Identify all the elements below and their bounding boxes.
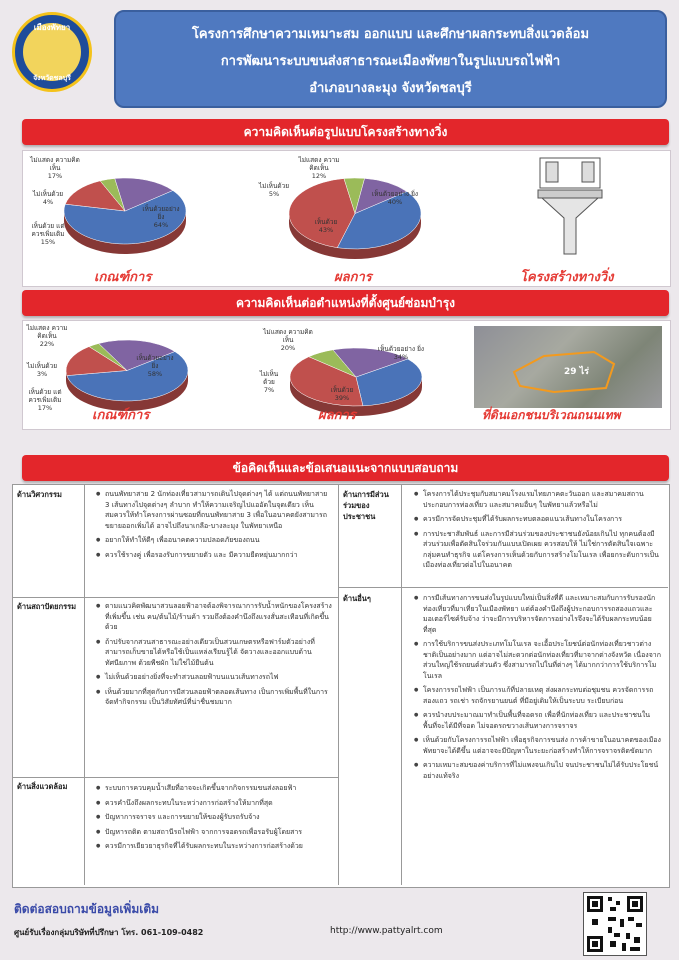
list-item: ● ควรใช้รางคู่ เพื่อรองรับการขยายตัว และ มีความยืดหยุ่นมากกว่า [105,550,333,561]
s2r-label-agree: เห็นด้วย 39% [330,386,354,402]
list-item: ● ระบบการควบคุมน้ำเสียที่อาจจะเกิดขึ้นจากกิจกรรมขนส่งลอยฟ้า [105,783,333,794]
section3-banner: ข้อคิดเห็นและข้อเสนอแนะจากแบบสอบถาม [22,455,669,481]
list-item: ● ควรมีการเยียวยาธุรกิจที่ได้รับผลกระทบในระหว่างการก่อสร้างด้วย [105,841,333,852]
comments-table [12,484,670,888]
pattaya-city-logo [12,12,92,92]
list-item: ● ตามแนวคิดพัฒนาสวนลอยฟ้าอาจต้องพิจารณาการรับน้ำหนักของโครงสร้างที่เพิ่มขึ้น เช่น คน/ต้นไม้/ร้านค้า รวมถึงต้องคำนึงถึงแรงสั่นสะเทือนที่เกิดขึ้นด้วย [105,601,333,633]
list-item: ● การประชาสัมพันธ์ และการมีส่วนร่วมของประชาชนยังน้อยเกินไป ทุกคนต้องมีส่วนร่วมเพื่อตัดสินใจร่วมกันแบบเปิดเผย ควรสอบให้ ไม่ใช่การตัดสินใจเฉพาะกลุ่มคนทำธุรกิจ แต่โครงการเห็นด้วยกับการสร้างโมโนเรล เพื่อยกระดับการเป็นเมืองท่องเที่ยวต่อไปในอนาคต [423,529,661,571]
list-item: ● ไม่เห็นด้วยอย่างยิ่งที่จะทำสวนลอยฟ้าบนแนวเส้นทางรถไฟ [105,672,333,683]
s2-left-caption: เกณฑ์การ [92,408,150,423]
row-architecture-head: ด้านสถาปัตยกรรม [17,602,77,611]
header-line-1: โครงการศึกษาความเหมาะสม ออกแบบ และศึกษาผลกระทบสิ่งแวดล้อม [191,27,590,42]
s1-right-caption: ผลการ [334,270,372,285]
s1r-label-nocomment: ไม่แสดง ความคิดเห็น 12% [298,156,340,180]
list-item: ● เห็นด้วยกับโครงการรถไฟฟ้า เพื่อธุรกิจการขนส่ง การค้าขายในอนาคตของเมืองพัทยาจะได้ดีขึ้น แต่อาจจะมีปัญหาในระยะก่อสร้างทำให้การจราจรติดขัดมาก [423,735,661,756]
header-line-3: อำเภอบางละมุง จังหวัดชลบุรี [309,81,472,96]
row-environment-head: ด้านสิ่งแวดล้อม [17,782,68,791]
row-engineering-body [95,489,333,564]
s2l-label-nocomment: ไม่แสดง ความคิดเห็น 22% [26,324,68,348]
list-item: ● ควรนำงบประมาณมาทำเป็นพื้นที่จอดรถ เพื่อที่นักท่องเที่ยว และประชาชนในพื้นที่จะได้มีที่จอด ไม่จอดรถขวางเส้นทางการจราจร [423,710,661,731]
row-environment-body [95,783,333,856]
s1-left-caption: เกณฑ์การ [94,270,152,285]
list-item: ● โครงการได้ประชุมกับสมาคมโรงแรมไทยภาคตะวันออก และสมาคมสถานประกอบการท่องเที่ยว และสมาคมอื่นๆ ในพัทยาแล้วหรือไม่ [423,489,661,510]
list-item: ● ถ้าปรับจากสวนสาธารณะอย่างเดียวเป็นสวนเกษตรหรือฟาร์มตัวอย่างที่สามารถเก็บขายได้หรือใช้เป็นแหล่งเรียนรู้ได้ จัดวางและออกแบบด้านทัศนียภาพ ด้วยพืชผัก ไม่ใช่ไม้ยืนต้น [105,637,333,669]
guideway-structure-drawing [520,156,620,256]
section1-banner: ความคิดเห็นต่อรูปแบบโครงสร้างทางวิ่ง [22,119,669,145]
s1l-label-disagree: ไม่เห็นด้วย 4% [32,190,64,206]
header-line-2: การพัฒนาระบบขนส่งสาธารณะเมืองพัทยาในรูปแบบรถไฟฟ้า [220,54,561,69]
s1l-label-strongly-agree: เห็นด้วยอย่าง ยิ่ง 64% [142,205,180,229]
list-item: ● การใช้บริการขนส่งประเภทโมโนเรล จะเอื้อประโยชน์ต่อนักท่องเที่ยวชาวต่างชาติเป็นอย่างมาก แต่อาจไม่สะดวกต่อนักท่องเที่ยวที่มาจากต่างจังหวัด เนื่องจากส่วนใหญ่ใช้รถยนต์ส่วนตัว ซึ่งสามารถไปในที่ต่างๆ ได้มากกว่าการใช้บริการโมโนเรล [423,639,661,681]
s1l-label-nocomment: ไม่แสดง ความคิดเห็น 17% [30,156,80,180]
row-other-body [413,593,661,785]
s2r-label-strongly-agree: เห็นด้วยอย่าง ยิ่ง 34% [377,345,425,361]
list-item: ● อยากให้ทำให้ดีๆ เพื่ออนาคตความปลอดภัยของถนน [105,535,333,546]
row-participation-head: ด้านการมีส่วนร่วมของประชาชน [343,490,389,521]
s2-image-caption: ที่ดินเอกชนบริเวณถนนเทพ [482,408,621,422]
s2l-label-strongly-agree: เห็นด้วยอย่าง ยิ่ง 58% [136,354,174,378]
s2l-label-disagree: ไม่เห็นด้วย 3% [26,362,58,378]
list-item: ● ควรมีการจัดประชุมที่ได้รับผลกระทบตลอดแนวเส้นทางในโครงการ [423,514,661,525]
s1r-label-agree: เห็นด้วย 43% [314,218,338,234]
list-item: ● ความเหมาะสมของค่าบริการที่ไม่แพงจนเกินไป จนประชาชนไม่ได้รับประโยชน์อย่างแท้จริง [423,760,661,781]
s2r-label-disagree: ไม่เห็น ด้วย 7% [259,370,279,394]
s1l-label-agree-more: เห็นด้วย แต่ ควรเพิ่มเติม 15% [31,222,65,246]
list-item: ● ถนนพัทยาสาย 2 นักท่องเที่ยวสามารถเดินไปจุดต่างๆ ได้ แต่ถนนพัทยาสาย 3 เส้นทางไปจุดต่างๆ ลำบาก ทำให้ความเจริญไปแออัดในจุดเดียว เห็นสมควรให้ทำโครงการผ่านซอยที่ถนนพัทยาสาย 3 เพื่อในอนาคตยังสามารถขยายออกเพิ่มได้ อาจไปถึงนาเกลือ-บางละมุง ในพัทยาเหนือ [105,489,333,531]
site-area-label: 29 ไร่ [564,367,590,377]
s1-image-caption: โครงสร้างทางวิ่ง [520,270,614,285]
s2l-label-agree-more: เห็นด้วย แต่ ควรเพิ่มเติม 17% [28,388,62,412]
logo-top-text: เมืองพัทยา [33,23,71,32]
row-participation-body [413,489,661,575]
list-item: ● ควรคำนึงถึงผลกระทบในระหว่างการก่อสร้างให้มากที่สุด [105,798,333,809]
contact-heading: ติดต่อสอบถามข้อมูลเพิ่มเติม [14,902,160,916]
s2r-label-nocomment: ไม่แสดง ความคิดเห็น 20% [263,328,313,352]
row-architecture-body [95,601,333,712]
qr-code-icon[interactable] [583,892,647,956]
list-item: ● ปัญหาการจราจร และการขยายให้ของผู้รับรถรับจ้าง [105,812,333,823]
list-item: ● การมีเส้นทางการขนส่งในรูปแบบใหม่เป็นสิ่งที่ดี และเหมาะสมกับการรับรองนักท่องเที่ยวที่มาเที่ยวในเมืองพัทยา แต่ต้องคำนึงถึงผู้ประกอบการรถสองแถวและมอเตอร์ไซค์รับจ้าง ว่าจะมีการบริหารจัดการอย่างไรจึงจะได้รับผลกระทบน้อยที่สุด [423,593,661,635]
contact-center: ศูนย์รับเรื่องกลุ่มบริษัทที่ปรึกษา โทร. 061-109-0482 [14,928,204,937]
s1r-label-strongly-agree: เห็นด้วยอย่าง ยิ่ง 40% [371,190,419,206]
list-item: ● ปัญหารถติด ตามสถานีรถไฟฟ้า จากการจอดรถเพื่อรอรับผู้โดยสาร [105,827,333,838]
row-other-head: ด้านอื่นๆ [343,594,371,603]
list-item: ● เห็นด้วยมากที่สุดกับการมีสวนลอยฟ้าตลอดเส้นทาง เป็นการเพิ่มพื้นที่ในการจัดทำกิจกรรม เป็นวิสัยทัศน์ที่น่าชื่นชมมาก [105,687,333,708]
section2-banner: ความคิดเห็นต่อตำแหน่งที่ตั้งศูนย์ซ่อมบำรุง [22,290,669,316]
s1r-label-disagree: ไม่เห็นด้วย 5% [258,182,290,198]
list-item: ● โครงการรถไฟฟ้า เป็นการแก้ที่ปลายเหตุ ส่งผลกระทบต่อชุมชน ควรจัดการรถสองแถว รถเช่า รถจักรยานยนต์ ที่มีอยู่เดิมให้เป็นระบบ ระเบียบก่อน [423,685,661,706]
logo-bottom-text: จังหวัดชลบุรี [33,74,71,82]
s2-right-caption: ผลการ [318,408,356,423]
row-engineering-head: ด้านวิศวกรรม [17,490,62,499]
header-title-box [114,10,667,108]
website-link[interactable]: http://www.pattyalrt.com [330,926,443,936]
depot-site-aerial-photo [474,326,662,408]
